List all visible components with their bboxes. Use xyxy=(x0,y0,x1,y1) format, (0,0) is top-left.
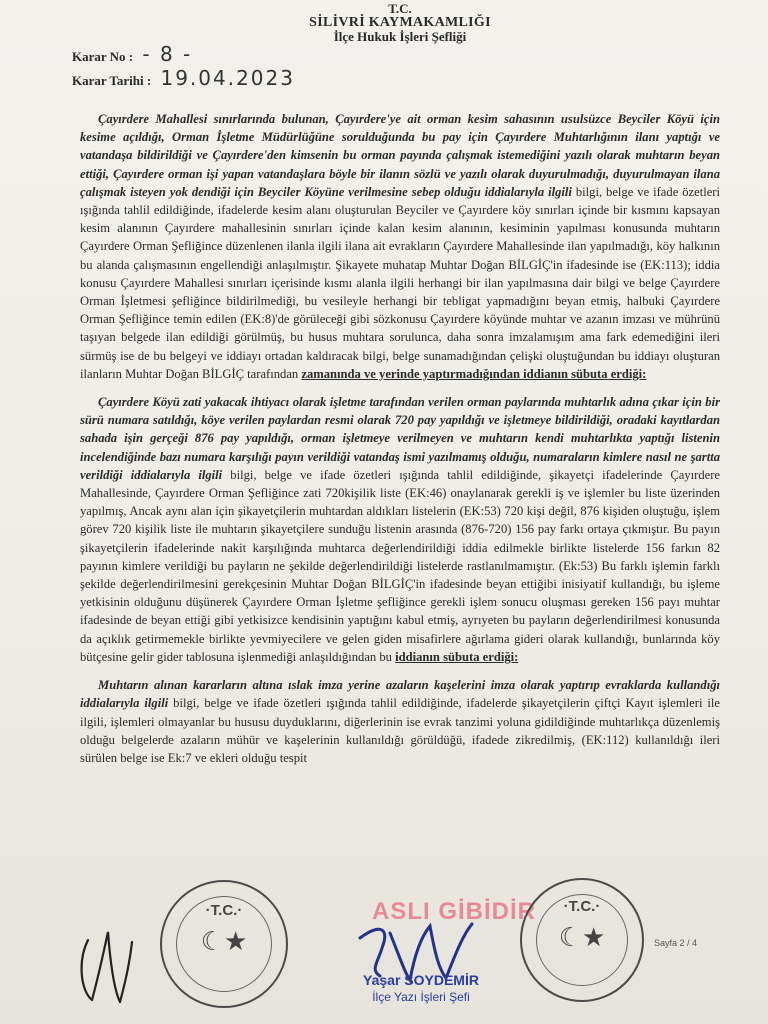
right-official-seal xyxy=(520,878,644,1002)
karar-tarihi-label: Karar Tarihi : xyxy=(72,73,152,88)
karar-tarihi-value: 19.04.2023 xyxy=(160,66,295,90)
paragraph-1-text: bilgi, belge ve ifade özetleri ışığında tahlil edildiğinde, ifadelerde kesim alanı oluşturulan Beyciler ve Çayırdere köy sınırları içinde bir kısmını kapsayan kesim alanının Çayırdere mahallesinin sınırları içinde kalan kesim alanının, kesiminin yapılması konusunda muhtarın Çayırdere Orman Şefliğince düzenlenen ilanla ilgili ilana ait evrakların Çayırdere Mahallesinde ilan yapılmadığı, köy halkının bu alanda çalışmasının engellendiği anlaşılmıştır. Şikayete muhatap Muhtar Doğan BİLGİÇ'in ifadesinde ise (EK:113); iddia konusu Çayırdere Mahallesi sınırları içerisinde kısmı alanla ilgili herhangi bir ilan yapılmasına dair bilgi ve belge Çayırdere Orman İşletmesi şefliğince bildirilmediği, bu vesileyle herhangi bir tebligat yapmadığını beyan etmiş, halbuki Çayırdere Orman Şefliğince temin edilen (EK:8)'de görüleceği gibi sözkonusu Çayırdere köyünde muhtar ve azanın imzası ve mührünü taşıyan belgede ilan edildiği görülmüş, bu husus muhtara sorulunca, daha sonra imzalamışım ama fark edemediğini ileri sürmüş ise de bu belgeyi ve iddiayı ortadan kaldıracak bilgi, belge sunamadığından çelişki oluştuğundan bu iddiayı oluşturan ilanların Muhtar Doğan BİLGİÇ tarafından xyxy=(80,184,720,381)
paragraph-3-allegation: Muhtarın alınan kararların altına ıslak imza yerine azaların kaşelerini imza olarak yaptırıp evraklarda kullandığı iddialarıyla ilgili xyxy=(80,678,720,711)
letterhead-institution: SİLİVRİ KAYMAKAMLIĞI xyxy=(309,15,491,30)
letterhead xyxy=(280,2,520,44)
signer-block xyxy=(336,972,506,1006)
paragraph-3-text: bilgi, belge ve ifade özetleri ışığında tahlil edildiğinde, ifadelerde şikayetçilerin çiftçi Kayıt işlemleri ile ilgili, işlemleri olmayanlar bu hususu duyduklarını, diğerlerinin ise evrak tanzimi yoluna gidildiğinde muhtarlıkça düzenlemiş olduğu belgelerde azaların mühür ve kaşelerinin kullanıldığı görüldüğü, ifadede zikredilmiş, (EK:112) kullanıldığı ileri sürülen belge ise Ek:7 ve ekleri olduğu tespit xyxy=(80,696,720,765)
paragraph-2-text: bilgi, belge ve ifade özetleri ışığında tahlil edildiğinde, şikayetçi ifadelerinde Çayırdere Mahallesinde, Çayırdere Orman Şefliğince zati 720kişilik liste (EK:46) onaylanarak gerekli iş ve işlemler bu liste üzerinden yapılmış, Ancak aynı alan için şikayetçilerin muhtardan aldıkları listelerin (EK:53) 720 kişi değil, 876 kişiden oluştuğu, işlem görev 720 kişilik liste ile muhtarın şikayetçilere sunduğu listenin arasında (876-720) 156 pay farkı ortaya çıkmıştır. Bu payın şikayetçilerin ifadelerinde nakit karşılığında muhtarca değerlendirildiği iddia edilmekle birlikte listelerde 156 farkın 82 payının kimlere verildiği bu payların ne şekilde değerlendirildiği listelerde rastlanılmamıştır. (Ek:53) Bu farklı işlemin farklı şekilde değerlendirilmesini gerekçesinin Muhtar Doğan BİLGİÇ'in ifadesinde beyan ettiğibi inisiyatif kullandığı, bu işleme yetkisinin olduğunu düşünerek Çayırdere Orman İşletme şefliğince gerekli işlem sonucu oluşması gereken 156 payı muhtar ifadesinde de beyan ettiği gibi yetkisizce kendisinin yaptığını kabul etmiş, ayrıyeten bu payların değerlendirilmesi konusunda da açıklık getirmemekle birlikte yevmiyecilere ve gelen giden misafirlere ağırlama gideri olarak kullandığı, bunlarında köy bütçesine gelir gider tablosuna işlenmediği anlaşıldığından bu xyxy=(80,467,720,664)
paragraph-1 xyxy=(80,110,720,383)
right-seal-tc: ·T.C.· xyxy=(563,898,601,915)
letterhead-tc: T.C. xyxy=(388,1,412,16)
initials-signature xyxy=(70,920,150,1010)
karar-no-value: - 8 - xyxy=(142,42,193,66)
page-number: Sayfa 2 / 4 xyxy=(654,938,698,948)
paragraph-1-conclusion: zamanında ve yerinde yaptırmadığından iddianın sübuta erdiği: xyxy=(301,366,647,381)
paragraph-2-allegation: Çayırdere Köyü zati yakacak ihtiyacı olarak işletme tarafından verilen orman paylarında muhtarlık adına çıkar için bir sürü numara satıldığı, köye verilen paylardan resmi olarak 720 pay yapıldığı ve işletmeye bildirildiği, oradaki kayıtlardan sahada işin gerçeği 876 pay yapıldığı, orman işletmeye verilmeyen ve muhtarın kendi muhtarlıkta yaptığı listenin incelendiğinde bazı numara karşılığı payın verildiği vatandaş ismi yazılmamış olduğu, numaraların kimlere nasıl ne şartta verildiği iddialarıyla ilgili xyxy=(80,395,720,482)
crescent-star-icon: ☾★ xyxy=(200,926,248,956)
document-body xyxy=(80,110,720,777)
signer-name: Yaşar SOYDEMİR xyxy=(363,972,479,988)
signer-title: İlçe Yazı İşleri Şefi xyxy=(372,990,470,1004)
left-seal-tc: ·T.C.· xyxy=(205,902,243,919)
letterhead-department: İlçe Hukuk İşleri Şefliği xyxy=(333,29,467,44)
asli-gibidir-stamp: ASLI GİBİDİR xyxy=(372,898,537,925)
paragraph-1-allegation: Çayırdere Mahallesi sınırlarında bulunan, Çayırdere'ye ait orman kesim sahasının usulsüzce Beyciler Köyü için kesime açıldığı, Orman İşletme Müdürlüğüne sorulduğunda bu pay için Çayırdere Muhtarlığının ilanı yaptığı ve vatandaşa bildirildiği ve Çayırdere'den kimsenin bu orman payında çalışmak istemediğini yazılı olarak muhtarın beyan ettiği, Çayırdere orman işi yapan vatandaşlara böyle bir ilanın sözlü ve yazılı olarak duyurulmadığı, duyurulmayan ilana çalışmak isteyen yok dendiği için Beyciler Köyüne verilmesine sebep olduğu iddialarıyla ilgili xyxy=(80,112,720,199)
left-official-seal xyxy=(160,880,288,1008)
crescent-star-icon: ☾★ xyxy=(558,922,606,952)
karar-tarihi-row xyxy=(72,66,295,90)
karar-no-label: Karar No : xyxy=(72,49,134,64)
karar-no-row xyxy=(72,42,192,66)
paragraph-3 xyxy=(80,676,720,767)
paragraph-2 xyxy=(80,393,720,666)
paragraph-2-conclusion: iddianın sübuta erdiği: xyxy=(395,649,519,664)
